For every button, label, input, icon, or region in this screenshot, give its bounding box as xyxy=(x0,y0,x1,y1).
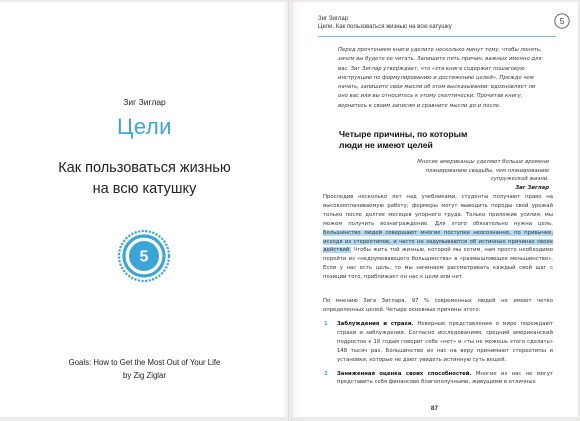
list-item-title: Заблуждения и страхи. xyxy=(337,321,414,327)
logo-number: 5 xyxy=(139,248,149,266)
original-title: Goals: How to Get the Most Out of Your Life xyxy=(68,358,221,367)
five-minute-logo-icon xyxy=(117,229,171,283)
highlighted-text[interactable]: Большинство людей совершают многие поступки неосознанно, по привычке, исходя из стереотипов, и часто не задумываются об истинных причинах своих действий. xyxy=(323,229,553,254)
section-heading-line2: люди не имеют целей xyxy=(339,140,433,150)
cover-author: Зиг Зиглар xyxy=(123,97,166,107)
section-heading xyxy=(339,129,539,151)
list-item-text: Неверные представления о мире порождают страхи и заблуждения. Согласно исследованиям, средний американский подросток к 18 годам говорит себе «нет» и «ты не можешь этого сделать» 148 тысяч раз. Большинство из нас на веру принимают стереотипы и установки, которые не дают увидеть истинную суть вещей. xyxy=(337,321,553,363)
chapter-badge-icon xyxy=(554,13,570,29)
cover-subtitle xyxy=(20,158,269,200)
epigraph-text: Многие американцы уделяют больше времени планированию свадьбы, чем планированию супружеской жизни. xyxy=(417,159,549,183)
reasons-list xyxy=(323,320,553,392)
list-item xyxy=(323,320,553,365)
list-item-number: 1 xyxy=(324,321,328,327)
page-number: 87 xyxy=(430,405,439,412)
cover-subtitle-line1: Как пользоваться жизнью xyxy=(58,160,231,176)
body-paragraph-1 xyxy=(323,193,553,282)
list-item-number: 2 xyxy=(324,370,328,377)
original-title-block xyxy=(0,356,289,382)
cover-subtitle-line2: на всю катушку xyxy=(92,181,197,197)
right-page xyxy=(291,2,578,417)
header-author: Зиг Зиглар xyxy=(318,16,349,22)
epigraph-author: Зиг Зиглар xyxy=(515,184,549,191)
epigraph xyxy=(411,158,549,192)
intro-paragraph: Перед прочтением книги уделите несколько минут тому, чтобы понять, зачем вы будете ее читать. Запишите пять причин, важных именно для вас. Зиг Зиглар утверждает, что «эта книга содержит пошаговую инструкцию по формулированию и достижению целей». Прежде чем начать, запишите свои мысли об этом высказывании: вдохновляет ли оно вас или вы относитесь к этому скептически. Прочитав книгу, вернитесь к своим записям и сравните мысли до и после. xyxy=(338,47,542,109)
running-header xyxy=(318,15,533,31)
header-title: Цели. Как пользоваться жизнью на всю катушку xyxy=(318,24,452,30)
list-item-title: Заниженная оценка своих способностей. xyxy=(337,370,472,377)
p1-text-before: Проследив несколько лет над учебниками, студенты получают право на высокооплачиваемую работу; фермеры могут выводить породы свой урожай только после долгих месяцев упорного труда. Только приложив усилия, мы можем получить вознаграждение. Для этого обязательно нужна цель. xyxy=(323,194,553,227)
cover-title: Цели xyxy=(117,114,172,139)
left-page xyxy=(0,2,289,417)
list-item xyxy=(323,370,553,388)
body-paragraph-2: По мнению Зига Зиглара, 97 % современных людей не имеют четко определенных целей. Четыре основные причины этого: xyxy=(323,298,553,313)
original-author: by Zig Ziglar xyxy=(123,371,166,380)
section-heading-line1: Четыре причины, по которым xyxy=(339,129,468,139)
header-divider xyxy=(318,36,556,37)
list-item-text: Многие из нас не могут представить себя финансово благополучными, живущими в отличных xyxy=(337,370,553,386)
chapter-number: 5 xyxy=(559,16,565,26)
p1-text-after: Чтобы жить той жизнью, которой мы хотим, нам просто необходимо перейти из «недоумевающего большинства» в «размышляющее меньшинство». Если у нас есть цель, то мы начинаем рассматривать каждый свой шаг с позиции того, приближает он нас к цели или нет. xyxy=(323,247,553,281)
